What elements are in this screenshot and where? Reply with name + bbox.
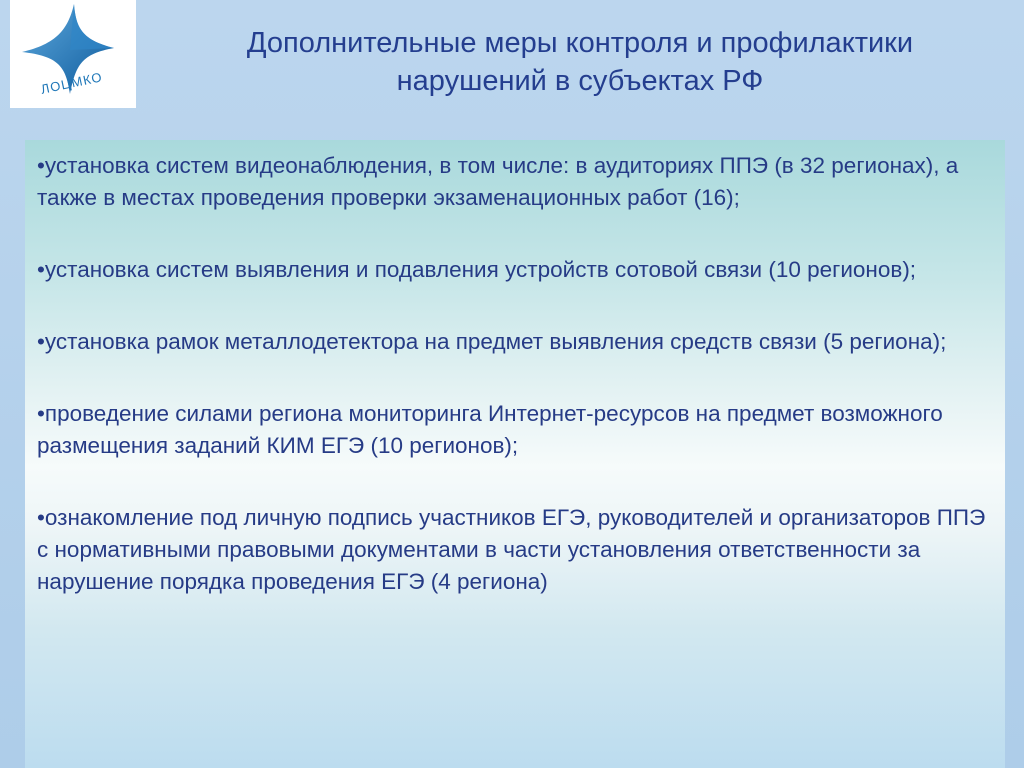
list-item — [37, 150, 987, 214]
list-item — [37, 254, 987, 286]
list-item-text: проведение силами региона мониторинга Интернет-ресурсов на предмет возможного размещения заданий КИМ ЕГЭ (10 регионов); — [37, 401, 943, 458]
content-panel — [25, 140, 1005, 768]
page-title — [150, 24, 1010, 100]
bullet: • — [37, 401, 45, 426]
bullet: • — [37, 329, 45, 354]
bullet: • — [37, 257, 45, 282]
list-item-text: установка систем выявления и подавления устройств сотовой связи (10 регионов); — [44, 257, 917, 282]
bullet: • — [37, 505, 45, 530]
logo — [10, 0, 136, 108]
bullet: • — [37, 153, 45, 178]
list-item-text: установка систем видеонаблюдения, в том числе: в аудиториях ППЭ (в 32 регионах), а также в местах проведения проверки экзаменационных работ (16); — [37, 153, 959, 210]
list-item — [37, 326, 987, 358]
title-line-2: нарушений в субъектах РФ — [396, 65, 764, 97]
list-item-text: ознакомление под личную подпись участников ЕГЭ, руководителей и организаторов ППЭ с нормативными правовыми документами в части установления ответственности за нарушение порядка проведения ЕГЭ (4 региона) — [37, 505, 986, 594]
list-item — [37, 398, 987, 462]
title-line-1: Дополнительные меры контроля и профилактики — [246, 27, 914, 59]
logo-text: ЛОЦМКО — [39, 69, 104, 97]
star-diamond-logo-icon — [10, 0, 136, 108]
list-item-text: установка рамок металлодетектора на предмет выявления средств связи (5 региона); — [44, 329, 947, 354]
list-item — [37, 502, 987, 598]
